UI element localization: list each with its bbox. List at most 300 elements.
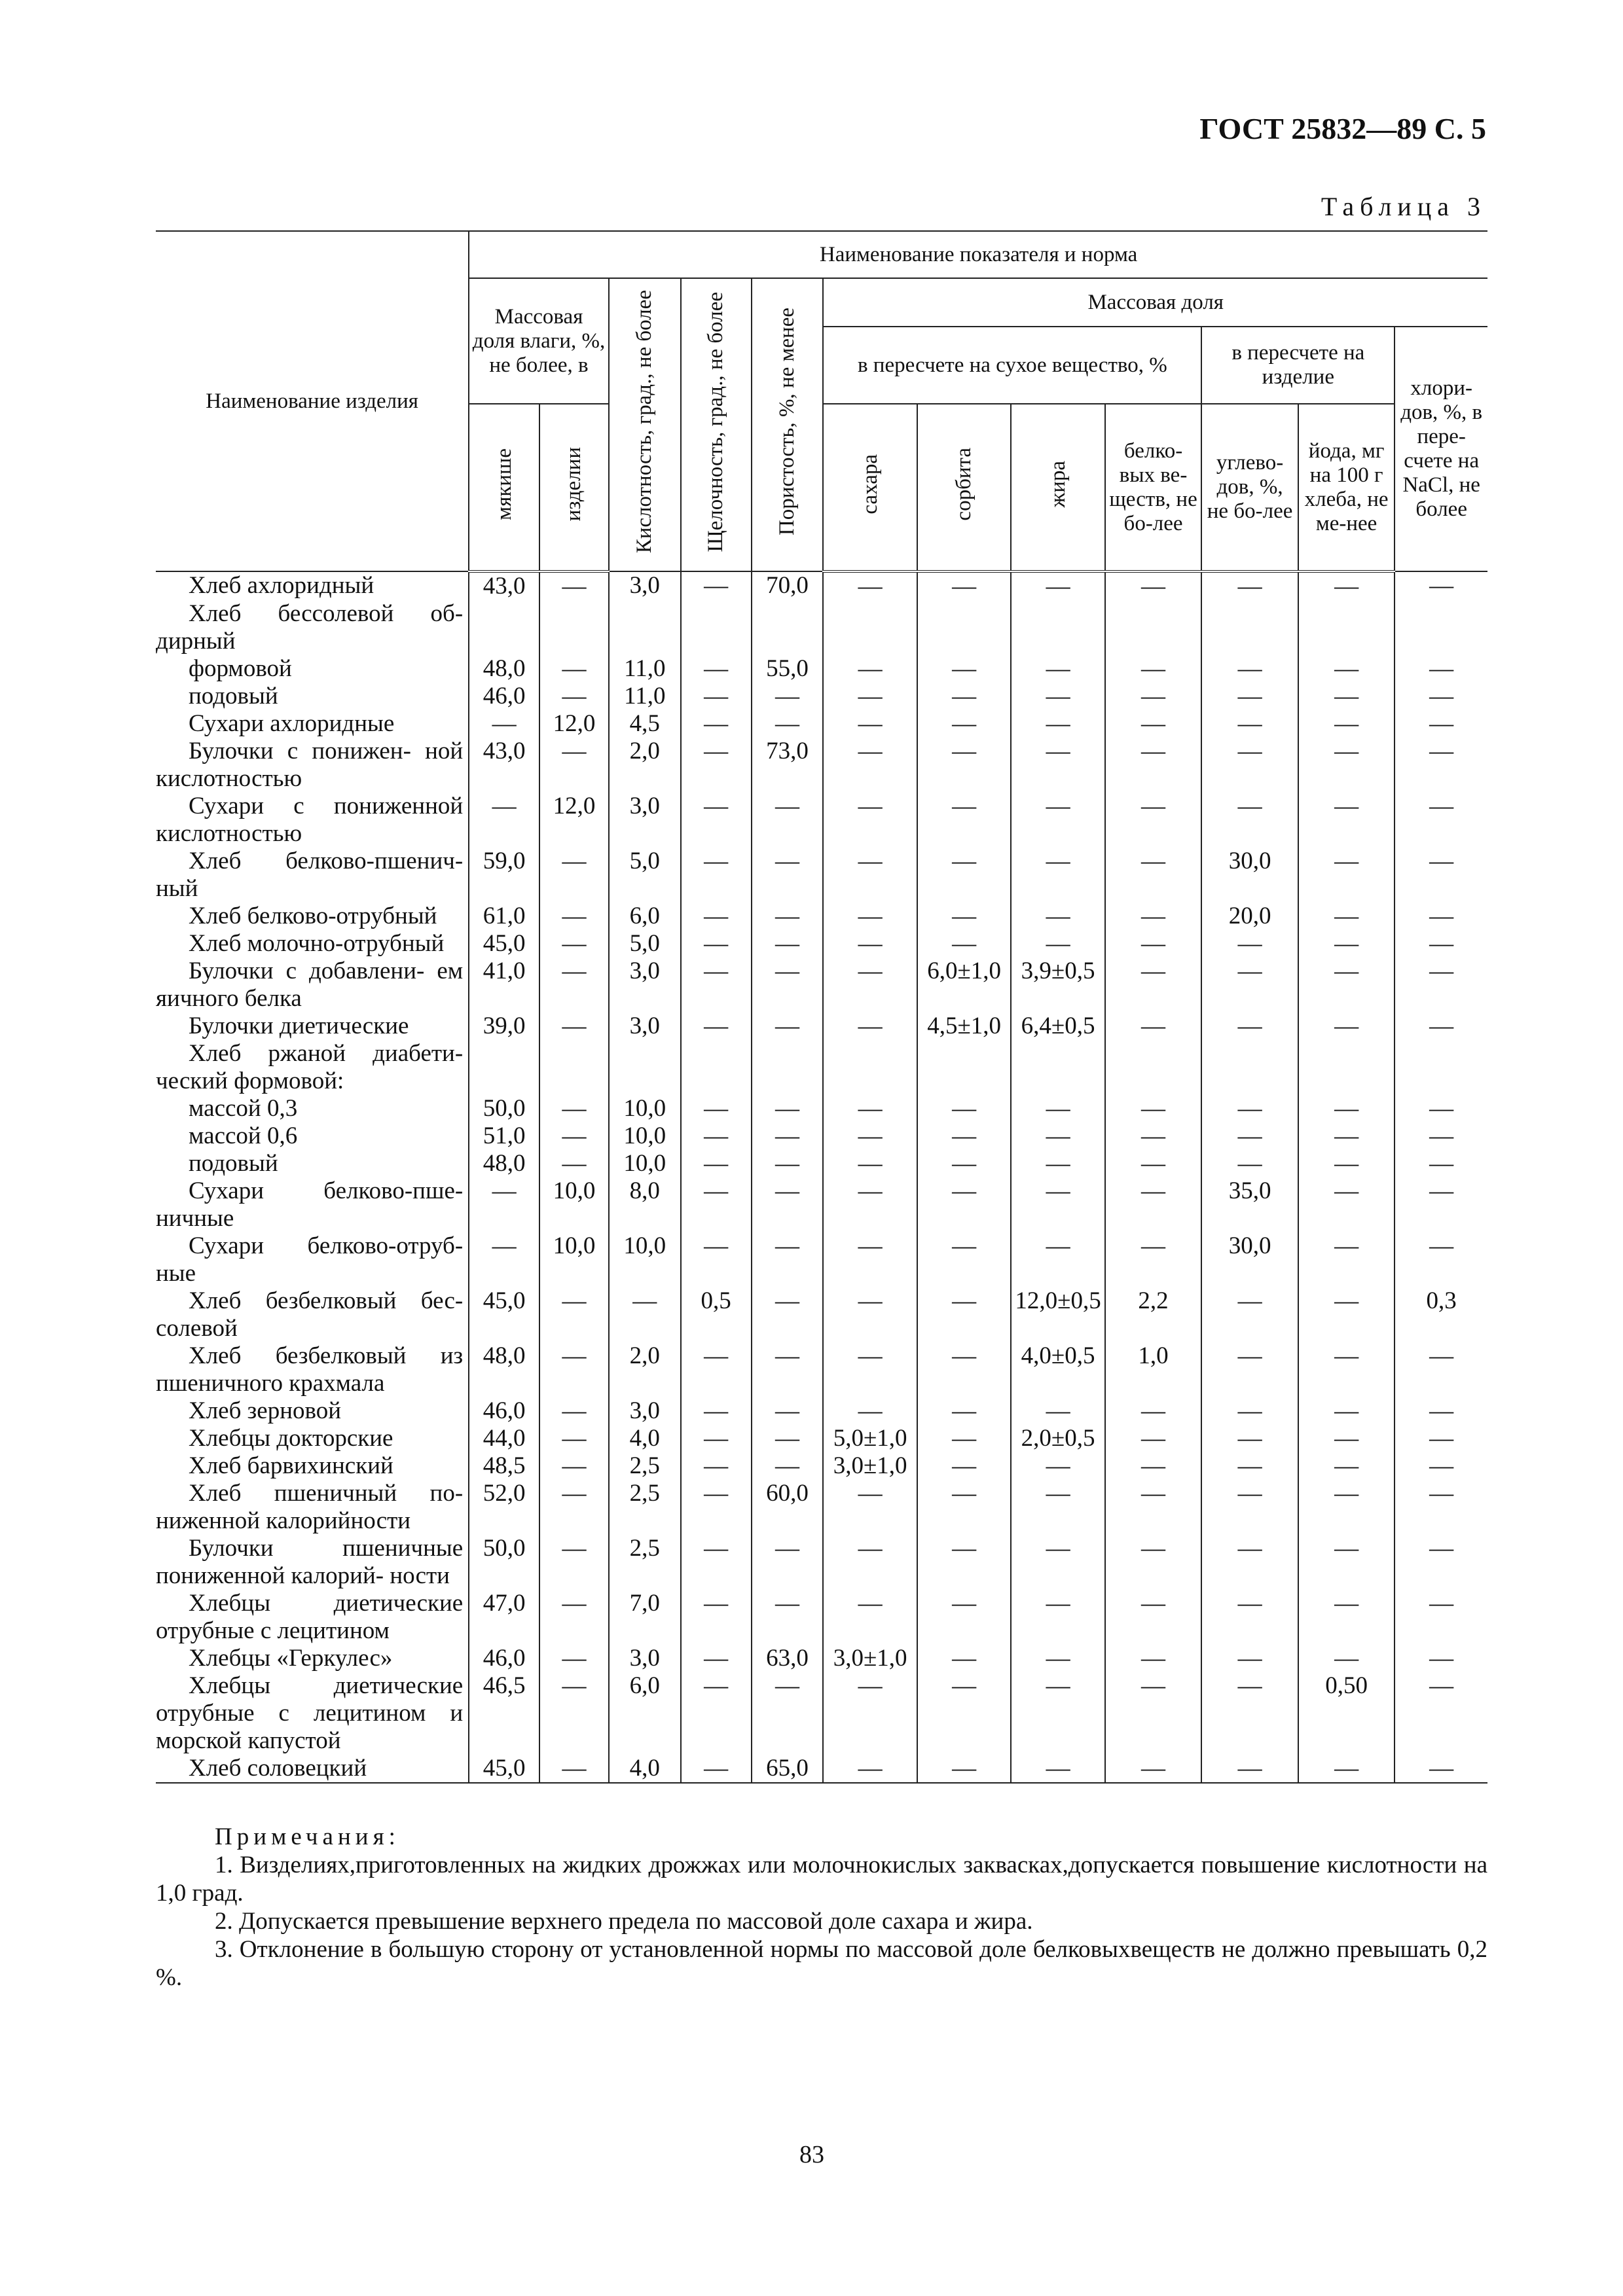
product-name-line: Хлебцы «Геркулес» [189,1645,393,1672]
value-cell: — [823,1013,917,1040]
value-cell: — [1298,1535,1395,1590]
value-cell: — [1298,1397,1395,1425]
product-name-cell [156,571,469,600]
value-cell: — [681,738,752,793]
product-name-cell [156,710,469,738]
value-cell: — [1201,683,1298,710]
product-name-line: Хлеб пшеничный по- [189,1480,464,1507]
product-name-line: Булочки с добавлени- [189,958,425,984]
value-cell: — [823,903,917,930]
value-cell: — [1105,710,1202,738]
value-cell: — [752,793,824,848]
value-cell: — [1201,571,1298,600]
value-cell: — [823,683,917,710]
product-name-line: Хлеб молочно-отрубный [189,930,445,957]
value-cell: — [1011,1397,1104,1425]
value-cell: — [1011,1150,1104,1177]
value-cell: — [1011,1232,1104,1287]
product-name-line: массой 0,3 [189,1095,298,1122]
value-cell: 51,0 [469,1122,539,1150]
header-product-name: Наименование изделия [156,231,469,571]
product-name-cell [156,1397,469,1425]
value-cell: — [917,1397,1011,1425]
value-cell: — [1105,1645,1202,1672]
table-row [156,1397,1487,1425]
value-cell: 11,0 [609,683,681,710]
header-carbs: углево-дов, %, не бо-лее [1201,404,1298,571]
note-item: 3. Отклонение в большую сторону от установленной нормы по массовой доле белковыхвеществ не должно превышать 0,2 %. [156,1936,1487,1991]
product-name-line: Сухари ахлоридные [189,710,395,737]
table-row [156,1535,1487,1590]
value-cell: — [681,1535,752,1590]
value-cell: — [1395,571,1487,600]
value-cell: 2,0 [609,1342,681,1397]
value-cell: 10,0 [609,1150,681,1177]
header-sugar: сахара [823,404,917,571]
product-name-line: ем яичного белка [156,958,464,1012]
value-cell: — [917,571,1011,600]
value-cell: — [1105,848,1202,903]
value-cell: — [539,738,609,793]
value-cell: — [539,1342,609,1397]
value-cell: 43,0 [469,571,539,600]
value-cell: 5,0±1,0 [823,1425,917,1452]
header-acidity: Кислотность, град., не более [609,278,681,571]
value-cell: — [539,1535,609,1590]
value-cell: — [1201,1150,1298,1177]
header-product: изделии [539,404,609,571]
table-row [156,1590,1487,1645]
value-cell: — [681,1672,752,1755]
value-cell: — [1011,1480,1104,1535]
value-cell: — [752,1672,824,1755]
header-dry-basis: в пересчете на сухое вещество, % [823,327,1201,404]
value-cell: 4,0±0,5 [1011,1342,1104,1397]
product-name-line: ный [156,875,198,902]
value-cell: — [469,793,539,848]
value-cell: — [1011,1535,1104,1590]
value-cell: 48,0 [469,1342,539,1397]
value-cell: 39,0 [469,1013,539,1040]
value-cell: — [1298,1480,1395,1535]
value-cell: — [1105,683,1202,710]
value-cell: 12,0±0,5 [1011,1287,1104,1342]
header-protein: белко-вых ве-ществ, не бо-лее [1105,404,1202,571]
value-cell: 61,0 [469,903,539,930]
value-cell: — [539,903,609,930]
value-cell: 4,5 [609,710,681,738]
product-name-cell [156,1672,469,1755]
value-cell: — [1105,655,1202,683]
value-cell [1395,600,1487,655]
product-name-line: Хлеб соловецкий [189,1755,367,1782]
value-cell: — [752,848,824,903]
value-cell: — [539,848,609,903]
product-name-line: солевой [156,1315,238,1342]
table-row [156,600,1487,655]
header-moisture: Массовая доля влаги, %, не более, в [469,278,609,404]
note-item: 1. Визделиях,приготовленных на жидких дрожжах или молочнокислых заквасках,допускается повышение кислотности на 1,0 град. [156,1852,1487,1907]
product-name-cell [156,1177,469,1232]
value-cell: — [539,1150,609,1177]
table-row [156,1150,1487,1177]
table-row [156,710,1487,738]
product-name-cell [156,930,469,958]
product-name-cell [156,1040,469,1095]
value-cell: — [823,930,917,958]
value-cell: — [1105,958,1202,1013]
value-cell: — [1201,930,1298,958]
value-cell: — [1298,655,1395,683]
product-name-line: Хлеб бессолевой об- [189,600,464,627]
value-cell: — [823,1755,917,1783]
value-cell: — [539,683,609,710]
value-cell: — [917,1672,1011,1755]
value-cell: 70,0 [752,571,824,600]
product-name-cell [156,1095,469,1122]
value-cell: — [1298,903,1395,930]
table-row [156,738,1487,793]
value-cell: — [823,793,917,848]
value-cell: — [1395,1013,1487,1040]
value-cell: — [1105,1177,1202,1232]
value-cell: — [752,930,824,958]
table-row [156,1232,1487,1287]
value-cell: — [539,1672,609,1755]
value-cell: 55,0 [752,655,824,683]
value-cell: — [752,1425,824,1452]
value-cell: — [823,655,917,683]
value-cell: — [1011,1755,1104,1783]
value-cell: — [1395,793,1487,848]
value-cell: — [1201,1590,1298,1645]
value-cell: — [917,1535,1011,1590]
value-cell: — [1395,1342,1487,1397]
value-cell: 45,0 [469,1287,539,1342]
value-cell: 20,0 [1201,903,1298,930]
value-cell: — [752,1177,824,1232]
value-cell: — [681,655,752,683]
value-cell: — [1298,1452,1395,1480]
value-cell: — [1298,683,1395,710]
document-header: ГОСТ 25832—89 С. 5 [1199,112,1486,145]
value-cell: 0,3 [1395,1287,1487,1342]
value-cell: — [539,958,609,1013]
value-cell: 3,0 [609,1013,681,1040]
value-cell: 73,0 [752,738,824,793]
value-cell: — [1105,930,1202,958]
table-row [156,1287,1487,1342]
value-cell: — [1105,1480,1202,1535]
value-cell: — [1105,1232,1202,1287]
value-cell: — [681,1425,752,1452]
value-cell: — [1298,1177,1395,1232]
value-cell: — [681,1342,752,1397]
header-per-product: в пересчете на изделие [1201,327,1395,404]
product-name-line: Хлебцы диетические [189,1590,464,1617]
product-name-line: ниженной калорийности [156,1507,411,1534]
product-name-line: Хлеб белково-отрубный [189,903,437,929]
value-cell: — [681,1590,752,1645]
product-name-cell [156,1645,469,1672]
value-cell: 3,0 [609,793,681,848]
value-cell: — [1298,793,1395,848]
product-name-line: отрубные с лецитином [156,1617,390,1644]
value-cell: — [823,1232,917,1287]
product-name-cell [156,1535,469,1590]
value-cell: — [1395,1535,1487,1590]
value-cell: — [681,848,752,903]
value-cell: 2,0±0,5 [1011,1425,1104,1452]
value-cell: — [823,848,917,903]
product-name-line: подовый [189,683,278,709]
product-name-line: Булочки пшеничные [189,1535,464,1562]
value-cell: — [1298,1287,1395,1342]
value-cell: — [1395,1672,1487,1755]
value-cell [1298,600,1395,655]
value-cell: 3,0±1,0 [823,1645,917,1672]
value-cell: — [681,793,752,848]
value-cell: — [1201,1672,1298,1755]
value-cell: — [1201,1095,1298,1122]
value-cell [1298,1040,1395,1095]
value-cell: — [1105,1013,1202,1040]
value-cell: 46,0 [469,683,539,710]
value-cell: 45,0 [469,930,539,958]
table-row [156,1095,1487,1122]
value-cell: 46,5 [469,1672,539,1755]
value-cell: — [823,1177,917,1232]
value-cell: — [539,1425,609,1452]
value-cell: — [917,1150,1011,1177]
value-cell: — [1201,1755,1298,1783]
product-name-cell [156,1342,469,1397]
product-name-line: Хлеб безбелковый из [189,1342,464,1369]
table-row [156,1013,1487,1040]
value-cell: — [539,571,609,600]
value-cell: — [823,958,917,1013]
value-cell: — [752,1095,824,1122]
value-cell: 45,0 [469,1755,539,1783]
value-cell: — [823,1397,917,1425]
value-cell: — [539,1452,609,1480]
value-cell: — [1395,1095,1487,1122]
header-mass-fraction: Массовая доля [823,278,1487,327]
value-cell: — [1201,1645,1298,1672]
value-cell: 3,0 [609,1397,681,1425]
value-cell: 30,0 [1201,848,1298,903]
product-name-cell [156,1590,469,1645]
value-cell: — [1011,793,1104,848]
value-cell: 6,0 [609,1672,681,1755]
value-cell: 46,0 [469,1397,539,1425]
value-cell: — [1011,571,1104,600]
value-cell: — [539,1122,609,1150]
value-cell: — [917,1287,1011,1342]
value-cell: 35,0 [1201,1177,1298,1232]
value-cell: — [1201,1397,1298,1425]
value-cell: — [1298,958,1395,1013]
table-body [156,571,1487,1783]
value-cell: — [917,1452,1011,1480]
value-cell: — [1298,1232,1395,1287]
value-cell: 10,0 [609,1095,681,1122]
product-name-cell [156,1287,469,1342]
value-cell: — [1011,930,1104,958]
product-name-line: Хлеб барвихинский [189,1452,393,1479]
value-cell: — [1395,655,1487,683]
value-cell: — [681,1177,752,1232]
product-name-line: Хлеб белково-пшенич- [189,848,464,874]
value-cell: — [1395,1645,1487,1672]
value-cell: — [681,1645,752,1672]
header-sorbitol: сорбита [917,404,1011,571]
table-row [156,1122,1487,1150]
value-cell: — [823,1535,917,1590]
value-cell: — [539,1095,609,1122]
value-cell: — [917,1645,1011,1672]
value-cell: — [917,1425,1011,1452]
note-item: 2. Допускается превышение верхнего предела по массовой доле сахара и жира. [215,1908,1033,1935]
value-cell: — [681,710,752,738]
value-cell: 6,0 [609,903,681,930]
value-cell: — [917,655,1011,683]
value-cell: — [917,710,1011,738]
value-cell: — [1201,1013,1298,1040]
product-name-line: Булочки диетические [189,1013,409,1039]
notes-section [156,1823,1487,1992]
product-name-cell [156,903,469,930]
value-cell: 52,0 [469,1480,539,1535]
value-cell: — [1105,1535,1202,1590]
value-cell: — [917,848,1011,903]
value-cell: — [681,1452,752,1480]
value-cell: — [752,1397,824,1425]
value-cell: — [1395,1150,1487,1177]
value-cell: 3,0±1,0 [823,1452,917,1480]
product-name-line: Сухари с пониженной [189,793,464,819]
product-name-cell [156,1013,469,1040]
table-row [156,793,1487,848]
product-name-line: Сухари белково-пше- [189,1177,464,1204]
value-cell: — [1395,903,1487,930]
value-cell: — [752,710,824,738]
product-name-line: кислотностью [156,820,302,847]
value-cell: — [823,1672,917,1755]
value-cell: — [917,1480,1011,1535]
value-cell: 60,0 [752,1480,824,1535]
value-cell: — [681,1755,752,1783]
product-name-line: пониженной калорий- [156,1562,384,1589]
value-cell: 6,0±1,0 [917,958,1011,1013]
value-cell: 48,0 [469,655,539,683]
value-cell: — [1395,1755,1487,1783]
value-cell: — [1011,903,1104,930]
header-iodine: йода, мг на 100 г хлеба, не ме-нее [1298,404,1395,571]
value-cell [752,1040,824,1095]
value-cell: — [1011,848,1104,903]
product-name-line: Хлеб зерновой [189,1397,342,1424]
product-name-line: Хлебцы докторские [189,1425,393,1452]
value-cell: — [1011,683,1104,710]
value-cell: 5,0 [609,930,681,958]
value-cell [917,1040,1011,1095]
table-row [156,655,1487,683]
value-cell: — [681,571,752,600]
value-cell: — [1395,738,1487,793]
product-name-line: ности [390,1562,450,1589]
value-cell: — [823,571,917,600]
table-row [156,958,1487,1013]
value-cell: — [1105,1755,1202,1783]
value-cell: 50,0 [469,1535,539,1590]
value-cell: — [1011,1590,1104,1645]
value-cell: — [681,958,752,1013]
product-name-line: Хлеб ржаной диабети- [189,1040,464,1067]
value-cell: — [917,738,1011,793]
table-row [156,930,1487,958]
value-cell: — [1011,710,1104,738]
value-cell: 63,0 [752,1645,824,1672]
value-cell: — [1011,655,1104,683]
value-cell: — [1298,1013,1395,1040]
value-cell: — [917,1755,1011,1783]
value-cell: 2,5 [609,1452,681,1480]
value-cell: — [539,1755,609,1783]
value-cell: — [1395,1397,1487,1425]
value-cell: 10,0 [539,1232,609,1287]
value-cell: — [539,1590,609,1645]
product-name-cell [156,655,469,683]
value-cell: — [1298,1342,1395,1397]
value-cell: 12,0 [539,793,609,848]
value-cell: — [539,1287,609,1342]
table-row [156,903,1487,930]
notes-title: Примечания: [215,1823,400,1850]
value-cell: — [1298,1095,1395,1122]
value-cell: 12,0 [539,710,609,738]
value-cell: 1,0 [1105,1342,1202,1397]
value-cell [752,600,824,655]
table-caption: Таблица 3 [1321,192,1486,221]
value-cell: — [1298,1425,1395,1452]
standards-table [156,230,1487,1784]
value-cell: 65,0 [752,1755,824,1783]
table-row [156,1452,1487,1480]
value-cell: — [917,1177,1011,1232]
value-cell: 46,0 [469,1645,539,1672]
value-cell: — [1201,738,1298,793]
value-cell: — [1105,1095,1202,1122]
header-fat: жира [1011,404,1104,571]
value-cell: — [1105,903,1202,930]
value-cell [681,1040,752,1095]
value-cell: — [681,1095,752,1122]
value-cell: — [1395,848,1487,903]
value-cell: — [1395,710,1487,738]
value-cell: 4,0 [609,1425,681,1452]
value-cell: 3,0 [609,1645,681,1672]
value-cell: 59,0 [469,848,539,903]
product-name-cell [156,848,469,903]
value-cell: 4,5±1,0 [917,1013,1011,1040]
value-cell: — [1105,571,1202,600]
value-cell: — [681,930,752,958]
product-name-line: массой 0,6 [189,1122,298,1149]
value-cell: — [1011,1177,1104,1232]
value-cell: — [469,710,539,738]
value-cell: 2,5 [609,1480,681,1535]
